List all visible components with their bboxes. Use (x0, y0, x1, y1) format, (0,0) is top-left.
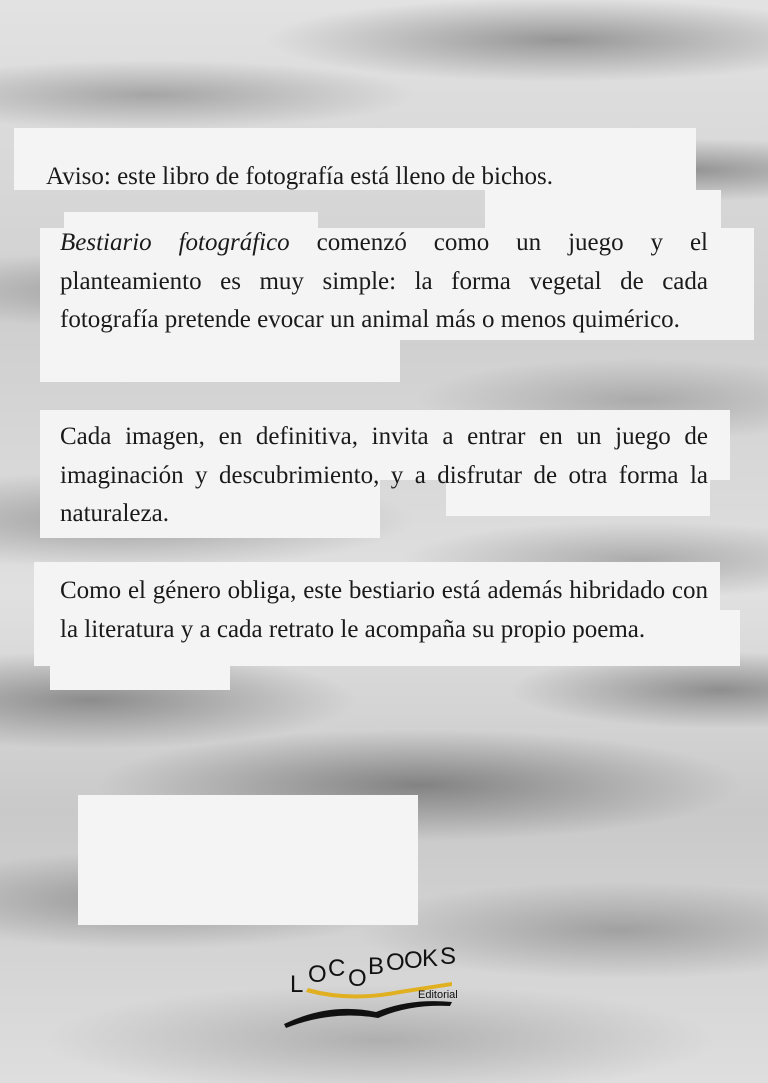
logo-subtitle: Editorial (418, 989, 458, 1001)
paragraph-1 (60, 224, 708, 340)
text-panel-j (50, 650, 230, 690)
text-panel-d (40, 338, 400, 382)
paragraph-1-text: comenzó como un juego y el planteamiento es muy simple: la forma vegetal de cada fotografía pretende evocar un animal más o menos quimérico. (60, 229, 708, 333)
book-title: Bestiario fotográfico (60, 229, 290, 256)
logo-letter-1: L (290, 971, 304, 998)
logo-letter-8: K (422, 945, 439, 972)
logo-letter-9: S (440, 943, 457, 970)
paragraph-3: Como el género obliga, este bestiario está además hibridado con la literatura y a cada retrato le acompaña su propio poema. (60, 577, 708, 643)
notice-text: Aviso: este libro de fotografía está lleno de bichos. (46, 163, 554, 190)
logo-letter-3: C (328, 955, 346, 982)
logo-letter-5: B (368, 953, 385, 980)
logo-letter-4: O (348, 965, 367, 992)
publisher-logo (280, 930, 480, 1030)
logo-letter-7: O (404, 947, 423, 974)
logo-book-icon (284, 1001, 452, 1028)
paragraph-2: Cada imagen, en definitiva, invita a entrar en un juego de imaginación y descubrimiento, y a disfrutar de otra forma la naturaleza. (60, 423, 708, 527)
blank-panel (78, 795, 418, 925)
logo-letter-2: O (308, 961, 327, 988)
logo-letter-6: O (386, 949, 405, 976)
